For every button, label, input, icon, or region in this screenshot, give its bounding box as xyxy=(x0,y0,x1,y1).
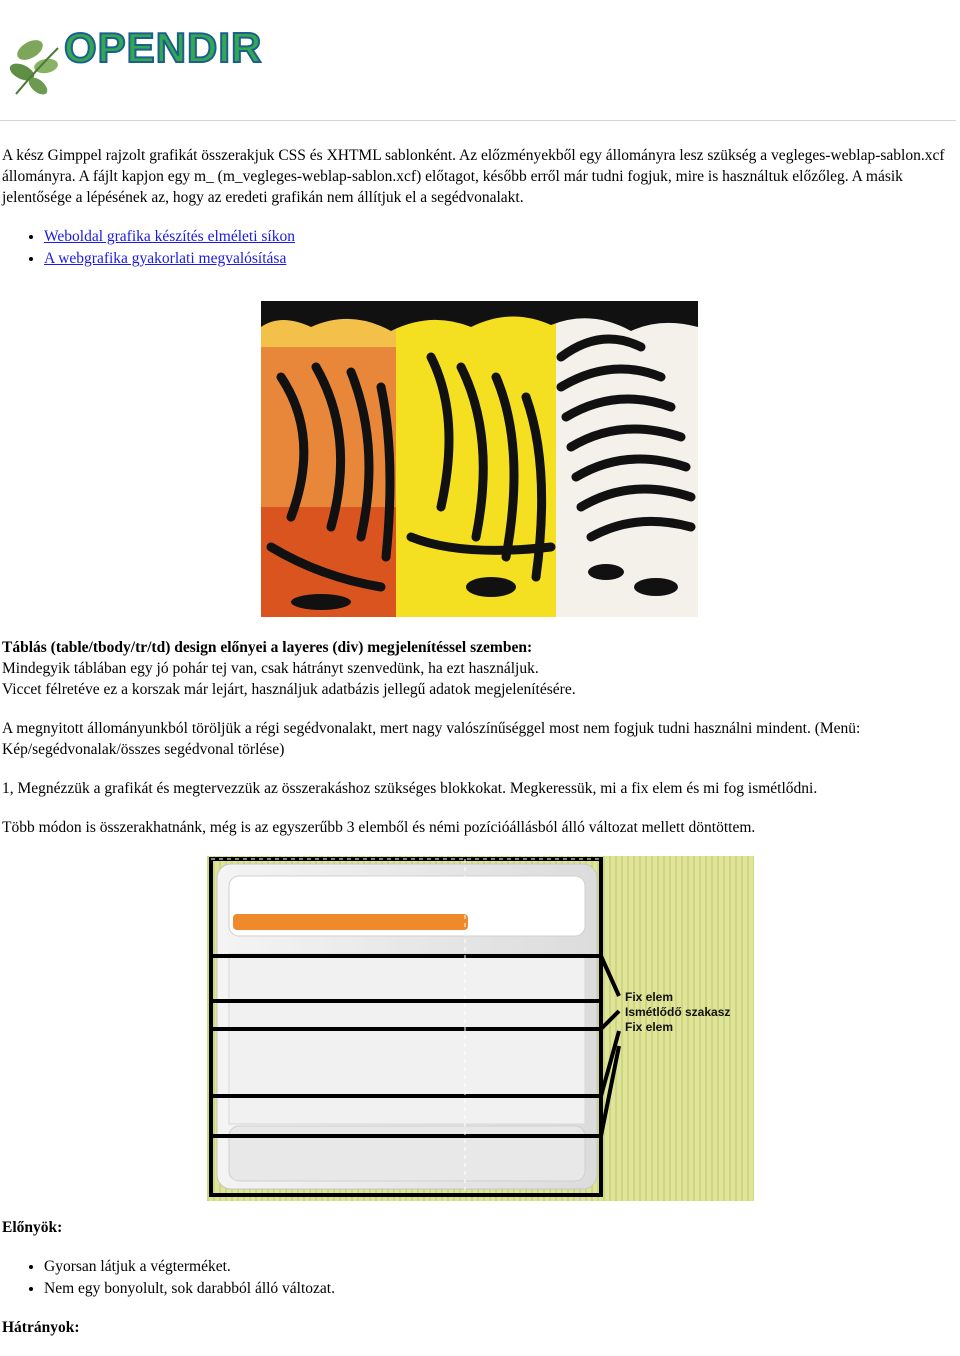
diagram-label-fix-top: Fix elem xyxy=(625,990,674,1004)
table-section-line1: Mindegyik táblában egy jó pohár tej van, csak hátrányt szenvedünk, ha ezt használjuk. xyxy=(2,660,539,677)
list-item: • Nem egy bonyolult, sok darabból álló változat. xyxy=(44,1278,952,1300)
paragraph-plan: 1, Megnézzük a grafikát és megtervezzük az összerakáshoz szükséges blokkokat. Megkeressük, mi a fix elem és mi fog ismétlődni. xyxy=(2,780,818,797)
article-body xyxy=(2,145,952,1356)
link-practice[interactable]: A webgrafika gyakorlati megvalósítása xyxy=(44,249,287,267)
intro-paragraph: A kész Gimppel rajzolt grafikát összerakjuk CSS és XHTML sablonként. Az előzményekből egy állományra lesz szükség a vegleges-weblap-sablon.xcf állományra. A fájlt kapjon egy m_ (m_vegleges-weblap-sablon.xcf) előtagot, később erről már tudni fogjuk, mire is használtuk előzőleg. A másik jelentősége a lépésének az, hogy az eredeti grafikán nem állítjuk el a segédvonalakt. xyxy=(2,147,945,206)
layout-diagram xyxy=(207,856,754,1201)
header-divider xyxy=(0,120,956,121)
diagram-label-fix-bottom: Fix elem xyxy=(625,1020,674,1034)
cons-heading: Hátrányok: xyxy=(2,1319,80,1336)
list-item xyxy=(44,226,952,248)
link-theory[interactable]: Weboldal grafika készítés elméleti síkon xyxy=(44,228,295,245)
paragraph-guides: A megnyitott állományunkból töröljük a régi segédvonalakt, mert nagy valószínűséggel most nem fogjuk tudni használni mindent. (Menü: Kép/segédvonalak/összes segédvonal törlése) xyxy=(2,720,861,758)
diagram-label-repeat: Ismétlődő szakasz xyxy=(625,1005,731,1019)
paragraph-choice: Több módon is összerakhatnánk, még is az egyszerűbb 3 elemből és némi pozícióállásból álló változat mellett döntöttem. xyxy=(2,819,756,836)
logo-text: OPENDIR xyxy=(64,24,263,71)
list-item: • Gyorsan látjuk a végterméket. xyxy=(44,1256,952,1278)
pros-heading: Előnyök: xyxy=(2,1219,63,1236)
list-item xyxy=(44,248,952,270)
table-section-line2: Viccet félretéve ez a korszak már lejárt, használjuk adatbázis jellegű adatok megjelenítésére. xyxy=(2,681,576,698)
pros-list xyxy=(2,1256,952,1299)
opendir-logo[interactable] xyxy=(8,4,308,104)
link-list xyxy=(2,226,952,269)
zebra-image xyxy=(261,287,698,617)
table-section-heading: Táblás (table/tbody/tr/td) design előnyei a layeres (div) megjelenítéssel szemben: xyxy=(2,639,533,656)
leaf-icon xyxy=(8,30,68,100)
